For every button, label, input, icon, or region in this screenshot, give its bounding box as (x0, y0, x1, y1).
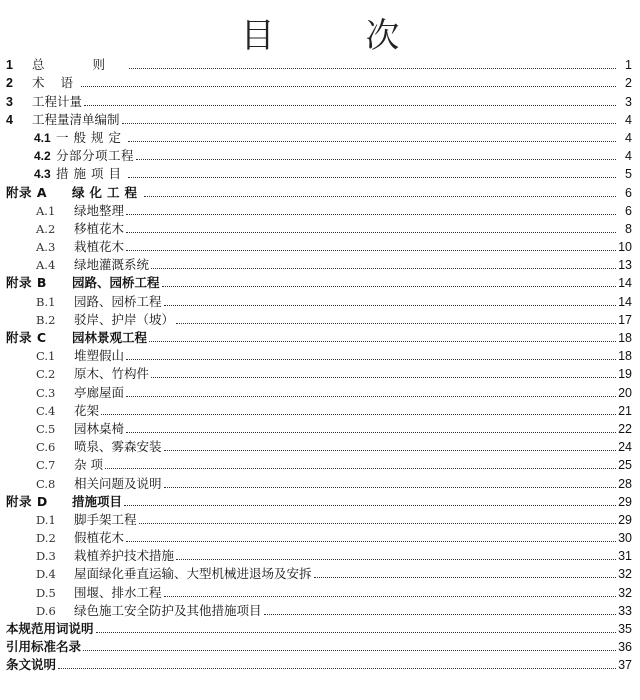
dot-leader (124, 505, 616, 506)
toc-entry-title: 分部分项工程 (56, 148, 135, 164)
toc-entry-page-number: 6 (625, 185, 632, 200)
dot-leader (151, 268, 616, 269)
toc-entry-page-number: 19 (618, 367, 632, 382)
toc-entry-title: 引用标准名录 (6, 639, 82, 655)
toc-entry-title: 工程计量 (32, 93, 83, 109)
toc-entry-title: 园路、园桥工程 (74, 293, 162, 309)
dot-leader (126, 541, 616, 542)
toc-entry-number: D.5 (36, 585, 56, 600)
toc-entry-number: C.6 (36, 440, 56, 455)
toc-entry-title: 工程量清单编制 (32, 111, 120, 127)
toc-entry-number: 1 (6, 58, 13, 73)
toc-entry-page-number: 24 (618, 440, 632, 455)
dot-leader (162, 286, 616, 287)
toc-entry[interactable] (6, 600, 632, 618)
toc-entry[interactable] (6, 309, 632, 327)
toc-entry[interactable] (6, 90, 632, 108)
toc-entry-title: 栽植养护技术措施 (74, 548, 175, 564)
toc-entry-title: 亭廊屋面 (74, 384, 125, 400)
dot-leader (126, 232, 616, 233)
toc-entry-title: 措施项目 (56, 166, 127, 182)
toc-entry-number: 4.3 (34, 167, 51, 182)
toc-entry[interactable] (6, 72, 632, 90)
toc-entry-title: 措施项目 (72, 493, 123, 509)
toc-entry-number: B.2 (36, 312, 56, 327)
toc-entry-page-number: 33 (618, 603, 632, 618)
dot-leader (176, 559, 616, 560)
toc-entry-page-number: 29 (618, 494, 632, 509)
toc-entry-number: B.1 (36, 294, 56, 309)
toc-entry-number: D.1 (36, 512, 56, 527)
toc-entry-title: 一般规定 (56, 129, 127, 145)
toc-entry[interactable] (6, 290, 632, 308)
toc-entry[interactable] (6, 236, 632, 254)
toc-entry-number: A.3 (36, 240, 56, 255)
toc-entry[interactable] (6, 381, 632, 399)
toc-entry-page-number: 6 (625, 203, 632, 218)
toc-entry-page-number: 32 (618, 567, 632, 582)
page-title: 目 次 (240, 16, 440, 56)
toc-entry-number: 附录 B (6, 275, 47, 291)
toc-entry-page-number: 32 (618, 585, 632, 600)
toc-entry[interactable] (6, 145, 632, 163)
dot-leader (129, 68, 616, 69)
dot-leader (264, 614, 616, 615)
toc-entry-page-number: 18 (618, 331, 632, 345)
toc-entry[interactable] (6, 472, 632, 490)
toc-entry-page-number: 37 (618, 658, 632, 673)
toc-entry-page-number: 36 (618, 640, 632, 655)
toc-entry[interactable] (6, 618, 632, 636)
dot-leader (164, 596, 616, 597)
dot-leader (122, 123, 616, 124)
toc-entry[interactable] (6, 509, 632, 527)
toc-entry-page-number: 28 (618, 476, 632, 491)
toc-entry-number: D.2 (36, 531, 56, 546)
toc-entry-page-number: 3 (625, 94, 632, 109)
toc-entry-page-number: 30 (618, 531, 632, 546)
dot-leader (314, 577, 616, 578)
toc-entry-page-number: 8 (625, 221, 632, 236)
toc-entry-title: 绿地灌溉系统 (74, 257, 150, 273)
toc-entry[interactable] (6, 254, 632, 272)
dot-leader (144, 196, 616, 197)
dot-leader (105, 468, 616, 469)
toc-entry-page-number: 35 (618, 622, 632, 636)
dot-leader (126, 214, 616, 215)
toc-entry[interactable] (6, 436, 632, 454)
toc-entry[interactable] (6, 545, 632, 563)
toc-entry[interactable] (6, 181, 632, 199)
toc-entry-number: C.3 (36, 385, 56, 400)
toc-entry-title: 喷泉、雾森安装 (74, 439, 162, 455)
toc-entry-number: D.6 (36, 603, 56, 618)
dot-leader (128, 141, 616, 142)
dot-leader (164, 305, 616, 306)
toc-entry-title: 脚手架工程 (74, 511, 137, 527)
toc-entry-number: C.2 (36, 367, 56, 382)
toc-entry[interactable] (6, 563, 632, 581)
toc-entry-page-number: 25 (618, 458, 632, 473)
toc-entry-page-number: 10 (618, 240, 632, 255)
toc-entry-number: A.1 (36, 203, 56, 218)
toc-entry-title: 本规范用词说明 (6, 621, 94, 636)
toc-entry-page-number: 14 (618, 294, 632, 309)
dot-leader (58, 668, 616, 669)
dot-leader (164, 487, 616, 488)
dot-leader (96, 632, 616, 633)
toc-entry-page-number: 21 (618, 403, 632, 418)
toc-entry-number: 附录 D (6, 493, 48, 509)
toc-entry[interactable] (6, 272, 632, 290)
dot-leader (136, 159, 616, 160)
dot-leader (83, 650, 616, 651)
toc-entry-page-number: 18 (618, 349, 632, 364)
table-of-contents (6, 54, 632, 672)
toc-entry[interactable] (6, 54, 632, 72)
toc-entry-title: 园路、园桥工程 (72, 275, 160, 291)
toc-entry-title: 相关问题及说明 (74, 475, 162, 491)
toc-entry[interactable] (6, 363, 632, 381)
toc-entry[interactable] (6, 163, 632, 181)
toc-entry[interactable] (6, 491, 632, 509)
dot-leader (151, 377, 616, 378)
toc-entry-number: C.5 (36, 421, 56, 436)
toc-entry-page-number: 17 (618, 312, 632, 327)
toc-entry[interactable] (6, 127, 632, 145)
toc-entry-title: 条文说明 (6, 657, 57, 673)
dot-leader (126, 250, 616, 251)
toc-entry[interactable] (6, 418, 632, 436)
toc-entry[interactable] (6, 527, 632, 545)
toc-entry-number: C.8 (36, 476, 56, 491)
dot-leader (139, 523, 616, 524)
toc-entry-title: 栽植花木 (74, 239, 125, 255)
dot-leader (164, 450, 616, 451)
dot-leader (176, 323, 616, 324)
toc-entry-title: 围堰、排水工程 (74, 584, 162, 600)
toc-entry-number: 4 (6, 112, 13, 127)
toc-entry-title: 绿化工程 (72, 184, 143, 200)
toc-entry-title: 术 语 (32, 75, 79, 91)
dot-leader (84, 105, 616, 106)
toc-entry[interactable] (6, 636, 632, 654)
toc-entry-page-number: 31 (618, 549, 632, 564)
dot-leader (128, 177, 616, 178)
toc-entry[interactable] (6, 654, 632, 672)
toc-entry[interactable] (6, 345, 632, 363)
toc-entry-title: 堆塑假山 (74, 348, 125, 364)
toc-entry-page-number: 4 (625, 149, 632, 164)
toc-entry-number: 4.2 (34, 149, 51, 164)
toc-entry-page-number: 2 (625, 76, 632, 91)
toc-entry-title: 屋面绿化垂直运输、大型机械进退场及安拆 (74, 566, 312, 582)
toc-entry-title: 绿色施工安全防护及其他措施项目 (74, 602, 262, 618)
toc-entry[interactable] (6, 109, 632, 127)
dot-leader (126, 432, 616, 433)
toc-entry-number: D.4 (36, 567, 56, 582)
toc-entry-page-number: 22 (618, 421, 632, 436)
toc-entry-page-number: 5 (625, 167, 632, 182)
toc-entry-page-number: 29 (618, 512, 632, 527)
toc-entry-number: 附录 C (6, 330, 47, 345)
toc-entry-page-number: 13 (618, 258, 632, 273)
toc-entry-title: 杂 项 (74, 457, 103, 473)
toc-entry-title: 驳岸、护岸（坡） (74, 311, 175, 327)
toc-entry-number: 3 (6, 94, 13, 109)
toc-entry-page-number: 4 (625, 112, 632, 127)
toc-entry-number: 附录 A (6, 184, 48, 200)
toc-entry[interactable] (6, 454, 632, 472)
toc-entry-number: D.3 (36, 549, 56, 564)
toc-entry-page-number: 1 (625, 58, 632, 73)
toc-entry-number: C.7 (36, 458, 56, 473)
toc-entry-title: 移植花木 (74, 220, 125, 236)
toc-entry[interactable] (6, 327, 632, 345)
toc-entry-title: 园林桌椅 (74, 420, 125, 436)
toc-entry[interactable] (6, 218, 632, 236)
dot-leader (149, 341, 616, 342)
toc-entry[interactable] (6, 200, 632, 218)
toc-entry-number: 2 (6, 76, 13, 91)
toc-entry-number: A.4 (36, 258, 56, 273)
dot-leader (126, 396, 616, 397)
toc-entry-number: 4.1 (34, 130, 51, 145)
toc-entry-number: C.1 (36, 349, 56, 364)
dot-leader (81, 86, 616, 87)
toc-entry-page-number: 4 (625, 130, 632, 145)
toc-entry-title: 园林景观工程 (72, 330, 148, 345)
dot-leader (101, 414, 616, 415)
toc-entry-number: A.2 (36, 221, 56, 236)
toc-entry-title: 假植花木 (74, 530, 125, 546)
toc-entry-title: 花架 (74, 402, 100, 418)
toc-entry[interactable] (6, 581, 632, 599)
toc-entry-title: 绿地整理 (74, 202, 125, 218)
toc-entry[interactable] (6, 400, 632, 418)
toc-entry-number: C.4 (36, 403, 56, 418)
toc-entry-title: 总 则 (32, 57, 127, 73)
toc-entry-title: 原木、竹构件 (74, 366, 150, 382)
toc-entry-page-number: 20 (618, 385, 632, 400)
dot-leader (126, 359, 616, 360)
toc-entry-page-number: 14 (618, 276, 632, 291)
